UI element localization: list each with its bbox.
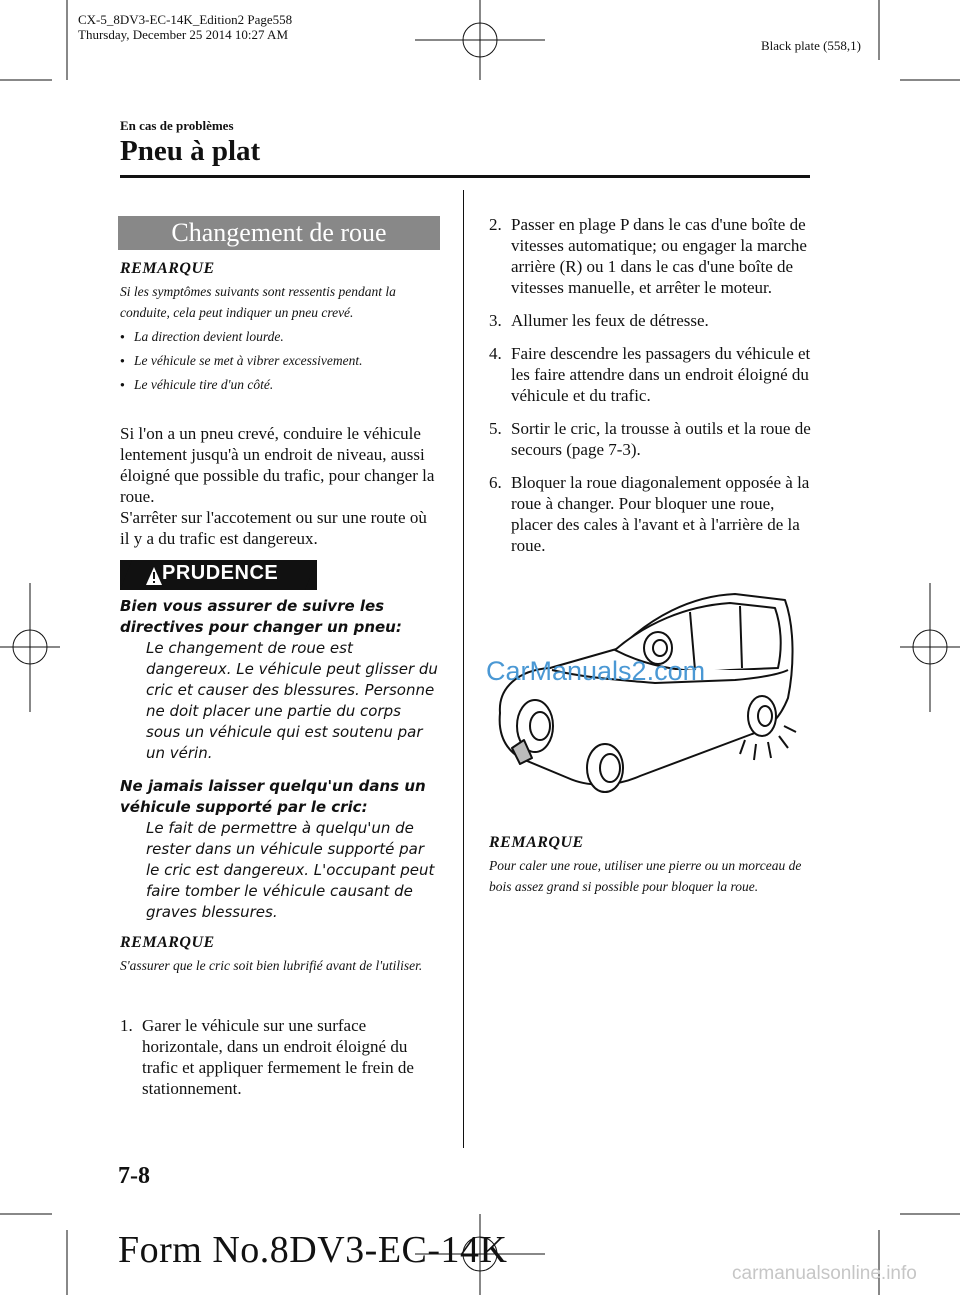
note-text: S'assurer que le cric soit bien lubrifié avant de l'utiliser. bbox=[120, 958, 423, 973]
body-paragraph: S'arrêter sur l'accotement ou sur une route où il y a du trafic est dangereux. bbox=[120, 508, 427, 548]
step-text: Passer en plage P dans le cas d'une boîte de vitesses automatique; ou engager la marche arrière (R) ou 1 dans le cas d'une boîte de vitesses manuelle, et arrêter le moteur. bbox=[511, 215, 807, 297]
title-rule bbox=[120, 175, 810, 178]
list-item: ● Le véhicule se met à vibrer excessivement. bbox=[120, 349, 440, 373]
column-divider bbox=[463, 190, 464, 1148]
page-title: Pneu à plat bbox=[120, 135, 261, 167]
step-number: 5. bbox=[489, 419, 502, 438]
overlay-brand-suffix: .com bbox=[646, 656, 706, 686]
warning-block bbox=[120, 596, 440, 923]
step-number: 2. bbox=[489, 215, 502, 234]
steps-list-right bbox=[489, 214, 814, 568]
step-text: Allumer les feux de détresse. bbox=[511, 311, 709, 330]
watermark: carmanualsonline.info bbox=[732, 1263, 917, 1284]
warning-lead: Bien vous assurer de suivre les directives pour changer un pneu: bbox=[120, 597, 402, 636]
warning-text: Le fait de permettre à quelqu'un de rester dans un véhicule supporté par le cric est dangereux. L'occupant peut faire tomber le véhicule causant de graves blessures. bbox=[146, 819, 435, 921]
note-block-1 bbox=[120, 260, 440, 397]
print-header bbox=[78, 12, 292, 42]
note-text: Si les symptômes suivants sont ressentis pendant la conduite, cela peut indiquer un pneu crevé. bbox=[120, 284, 396, 320]
prudence-badge bbox=[120, 560, 317, 590]
list-item: ● Le véhicule tire d'un côté. bbox=[120, 373, 440, 397]
list-item: ● La direction devient lourde. bbox=[120, 325, 440, 349]
note-title: REMARQUE bbox=[489, 834, 584, 851]
form-number: Form No.8DV3-EC-14K bbox=[118, 1229, 508, 1271]
note-text: Pour caler une roue, utiliser une pierre ou un morceau de bois assez grand si possible pour bloquer la roue. bbox=[489, 858, 802, 894]
section-banner: Changement de roue bbox=[118, 216, 440, 250]
note-block-2 bbox=[120, 934, 440, 976]
step-number: 1. bbox=[120, 1016, 133, 1035]
prudence-label: PRUDENCE bbox=[162, 562, 279, 584]
step-text: Bloquer la roue diagonalement opposée à la roue à changer. Pour bloquer une roue, placer des cales à l'avant et à l'arrière de la roue. bbox=[511, 473, 810, 555]
step-number: 4. bbox=[489, 344, 502, 363]
step-text: Sortir le cric, la trousse à outils et la roue de secours (page 7-3). bbox=[511, 419, 811, 459]
body-paragraph: Si l'on a un pneu crevé, conduire le véhicule lentement jusqu'à un endroit de niveau, aussi éloigné que possible du trafic, pour changer la roue. bbox=[120, 424, 435, 506]
step-item bbox=[489, 310, 814, 331]
step-item bbox=[489, 343, 814, 406]
steps-list-left bbox=[120, 1015, 440, 1111]
step-item bbox=[120, 1015, 440, 1099]
wheel-chock-illustration bbox=[490, 588, 810, 803]
step-text: Faire descendre les passagers du véhicule et les faire attendre dans un endroit éloigné du véhicule et du trafic. bbox=[511, 344, 811, 405]
overlay-brand bbox=[486, 656, 705, 687]
note-title: REMARQUE bbox=[120, 260, 215, 277]
warning-text: Le changement de roue est dangereux. Le véhicule peut glisser du cric et causer des blessures. Personne ne doit placer une partie du corps sous un véhicule qui est soutenu par un vérin. bbox=[146, 639, 438, 762]
step-item bbox=[489, 418, 814, 460]
note-block-3 bbox=[489, 834, 814, 897]
print-file-line: CX-5_8DV3-EC-14K_Edition2 Page558 bbox=[78, 12, 293, 27]
step-item bbox=[489, 214, 814, 298]
overlay-brand-name: CarManuals2 bbox=[486, 656, 647, 686]
step-item bbox=[489, 472, 814, 556]
page-number: 7-8 bbox=[118, 1163, 150, 1189]
step-number: 3. bbox=[489, 311, 502, 330]
symptom-list bbox=[120, 325, 440, 397]
step-text: Garer le véhicule sur une surface horizontale, dans un endroit éloigné du trafic et appliquer fermement le frein de stationnement. bbox=[142, 1016, 414, 1098]
step-number: 6. bbox=[489, 473, 502, 492]
warning-lead: Ne jamais laisser quelqu'un dans un véhicule supporté par le cric: bbox=[120, 777, 426, 816]
note-title: REMARQUE bbox=[120, 934, 215, 951]
print-date-line: Thursday, December 25 2014 10:27 AM bbox=[78, 27, 289, 42]
plate-label: Black plate (558,1) bbox=[761, 38, 861, 53]
section-kicker: En cas de problèmes bbox=[120, 118, 234, 133]
